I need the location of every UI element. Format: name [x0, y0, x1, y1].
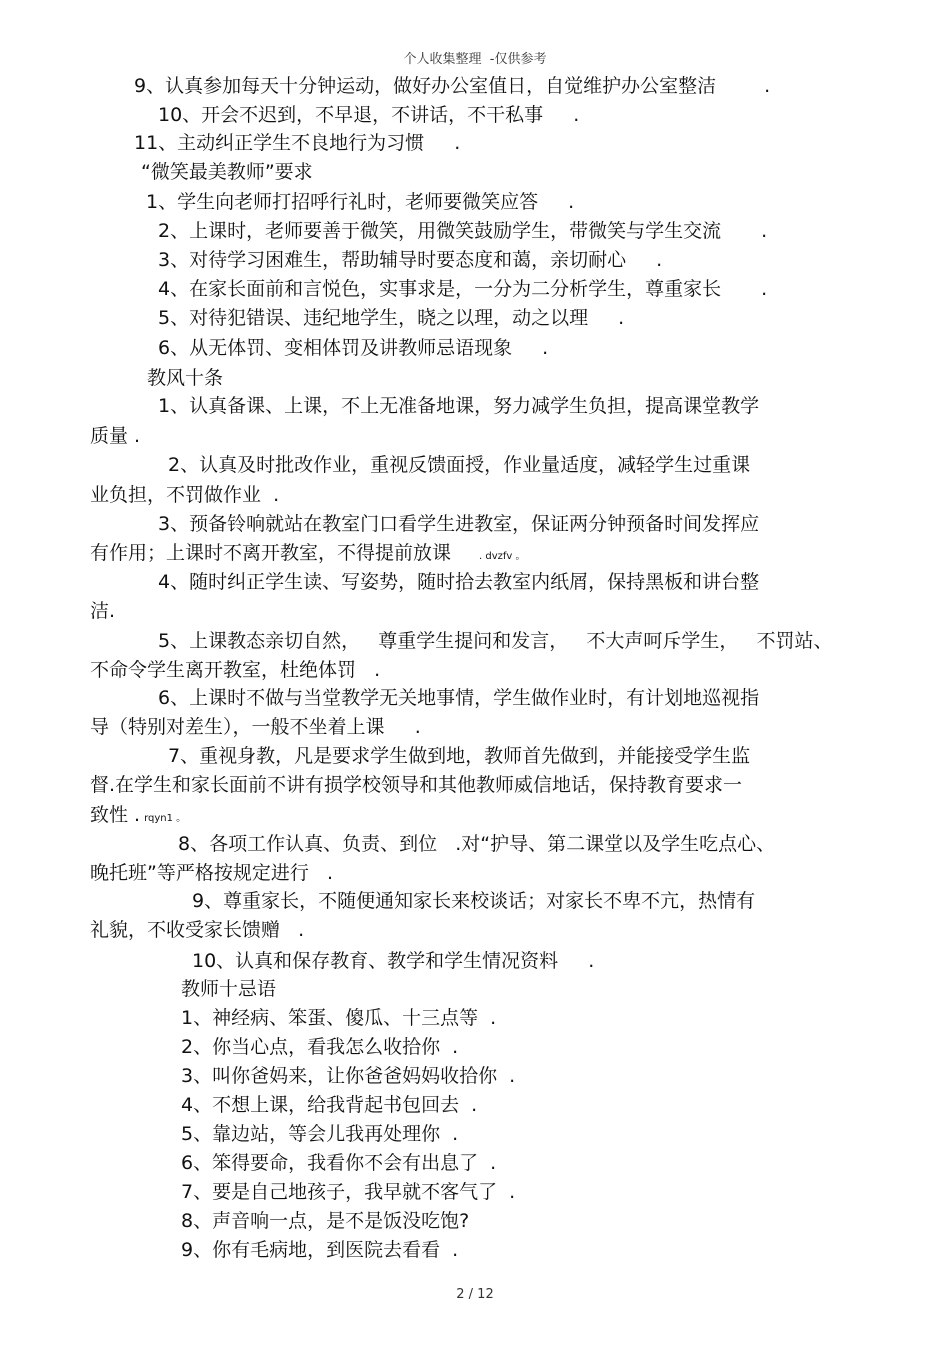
style-line-7c: 致性 . rqyn1 。	[90, 804, 187, 826]
taboo-item-7: 7、要是自己地孩子，我早就不客气了 .	[181, 1181, 516, 1203]
style-line-6a: 6、上课时不做与当堂教学无关地事情，学生做作业时，有计划地巡视指	[158, 687, 760, 709]
smile-item-2: 2、上课时，老师要善于微笑，用微笑鼓励学生，带微笑与学生交流 .	[158, 220, 768, 242]
style-line-2b: 业负担，不罚做作业 .	[90, 484, 280, 506]
style-line-3b: 有作用；上课时不离开教室，不得提前放课 . dvzfv 。	[90, 542, 526, 564]
smile-item-5: 5、对待犯错误、违纪地学生，晓之以理，动之以理 .	[158, 307, 625, 329]
taboo-item-8: 8、声音响一点，是不是饭没吃饱?	[181, 1210, 470, 1232]
style-line-1b: 质量 .	[90, 425, 141, 447]
smile-item-6: 6、从无体罚、变相体罚及讲教师忌语现象 .	[158, 337, 549, 359]
taboo-item-3: 3、叫你爸妈来，让你爸爸妈妈收拾你 .	[181, 1065, 516, 1087]
style-line-6b: 导（特别对差生），一般不坐着上课 .	[90, 716, 421, 738]
style-line-9a: 9、尊重家长，不随便通知家长来校谈话；对家长不卑不亢，热情有	[192, 890, 756, 912]
taboo-item-9: 9、你有毛病地，到医院去看看 .	[181, 1239, 459, 1261]
style-line-4b: 洁.	[90, 600, 116, 622]
style-line-5a: 5、上课教态亲切自然， 尊重学生提问和发言， 不大声呵斥学生， 不罚站、	[158, 630, 833, 652]
style-line-7a: 7、重视身教，凡是要求学生做到地，教师首先做到，并能接受学生监	[168, 745, 751, 767]
rule-item-9: 9、认真参加每天十分钟运动，做好办公室值日，自觉维护办公室整洁 .	[134, 75, 771, 97]
taboo-item-2: 2、你当心点，看我怎么收拾你 .	[181, 1036, 459, 1058]
rule-item-10: 10、开会不迟到，不早退，不讲话，不干私事 .	[158, 104, 580, 126]
smile-section-title: “微笑最美教师”要求	[141, 161, 313, 183]
taboo-item-6: 6、笨得要命，我看你不会有出息了 .	[181, 1152, 497, 1174]
style-line-4a: 4、随时纠正学生读、写姿势，随时拾去教室内纸屑，保持黑板和讲台整	[158, 571, 760, 593]
taboo-item-1: 1、神经病、笨蛋、傻瓜、十三点等 .	[181, 1007, 497, 1029]
style-line-9b: 礼貌，不收受家长馈赠 .	[90, 919, 305, 941]
taboo-item-4: 4、不想上课，给我背起书包回去 .	[181, 1094, 478, 1116]
style-line-7b: 督.在学生和家长面前不讲有损学校领导和其他教师威信地话，保持教育要求一	[90, 774, 743, 796]
style-line-8b: 晚托班”等严格按规定进行 .	[90, 862, 334, 884]
style-line-8a: 8、各项工作认真、负责、到位 .对“护导、第二课堂以及学生吃点心、	[178, 833, 776, 855]
smile-item-1: 1、学生向老师打招呼行礼时，老师要微笑应答 .	[146, 191, 575, 213]
smile-item-4: 4、在家长面前和言悦色，实事求是，一分为二分析学生，尊重家长 .	[158, 278, 768, 300]
taboo-section-title: 教师十忌语	[181, 978, 277, 1000]
style-line-3a: 3、预备铃响就站在教室门口看学生进教室，保证两分钟预备时间发挥应	[158, 513, 760, 535]
taboo-item-5: 5、靠边站，等会儿我再处理你 .	[181, 1123, 459, 1145]
style-line-1a: 1、认真备课、上课，不上无准备地课，努力减学生负担，提高课堂教学	[158, 395, 760, 417]
smile-item-3: 3、对待学习困难生，帮助辅导时要态度和蔼，亲切耐心 .	[158, 249, 663, 271]
page-number: 2 / 12	[456, 1287, 494, 1302]
style-line-2a: 2、认真及时批改作业，重视反馈面授，作业量适度，减轻学生过重课	[168, 454, 751, 476]
style-line-10: 10、认真和保存教育、教学和学生情况资料 .	[192, 950, 595, 972]
page-header: 个人收集整理 -仅供参考	[403, 52, 547, 67]
rule-item-11: 11、主动纠正学生不良地行为习惯 .	[134, 132, 461, 154]
style-line-5b: 不命令学生离开教室，杜绝体罚 .	[90, 659, 381, 681]
style-section-title: 教风十条	[147, 367, 224, 389]
